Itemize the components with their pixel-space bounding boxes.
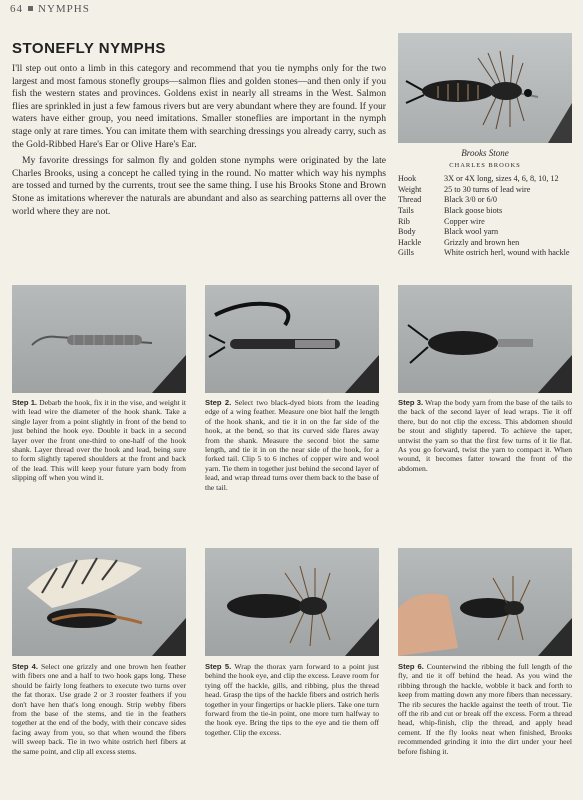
step-6-photo [398, 548, 572, 656]
recipe-value: 3X or 4X long, sizes 4, 6, 8, 10, 12 [444, 174, 559, 184]
page-number: 64 [10, 3, 23, 15]
step-4-text [12, 662, 186, 756]
recipe-row [398, 195, 572, 206]
recipe-value: White ostrich herl, wound with hackle [444, 248, 570, 258]
recipe-row [398, 185, 572, 196]
recipe-value: Grizzly and brown hen [444, 237, 520, 247]
recipe-row [398, 206, 572, 217]
section-name: NYMPHS [38, 3, 90, 15]
recipe-value: Copper wire [444, 216, 485, 226]
step-body: Counterwind the ribbing the full length of the fly, and tie it off behind the head. As you wind the ribbing through the hackle, wobble it back and forth to keep from matting down any more fibers than necessary. The rib secures the hackle against the teeth of trout. Tie off the rib and cut or break off the excess. Form a thread head, whip-finish, clip the thread, and apply head cement. If the fly looks neat when finished, Brooks recommended grinding it into the dirt under your heel before fishing it. [398, 662, 572, 756]
recipe-row [398, 227, 572, 238]
recipe-value: Black wool yarn [444, 227, 499, 237]
recipe-row [398, 217, 572, 228]
intro-paragraph-2: My favorite dressings for salmon fly and golden stone nymphs were originated by the late Charles Brooks, using a concept he called tying in the round. No matter which way his nymphs are tossed and turned by the currents, trout see the same thing. I use his Brooks Stone and Brown Stone as imitations wherever the naturals are abundant and also as searching patterns all over the world where they are not. [12, 155, 386, 217]
recipe-row [398, 238, 572, 249]
recipe-key: Thread [398, 195, 422, 205]
step-3-text [398, 398, 572, 473]
step-label: Step 1. [12, 398, 38, 407]
step-5-photo [205, 548, 379, 656]
recipe-key: Hackle [398, 237, 422, 247]
recipe-key: Gills [398, 248, 414, 258]
intro-text [12, 63, 386, 222]
recipe-value: Black 3/0 or 6/0 [444, 195, 497, 205]
step-body: Select one grizzly and one brown hen feather with fibers one and a half to two hook gaps long. These should be fairly long feathers to execute two turns over the fat thorax. Use grade 2 or 3 rooster feathers if you don't have hen that's long enough. Strip webby fibers from the base of the stems, and tie in the feathers together at the end of the body, with their concave sides facing away from you, so that when wound the fibers will sweep back. Tie in two white ostrich herl fibers at the same point, and clip all excess stems. [12, 662, 187, 756]
step-label: Step 4. [12, 662, 39, 671]
step-body: Wrap the body yarn from the base of the tails to the back of the second layer of lead wraps. Tie it off there, but do not clip the excess. This abdomen should be stout and slightly tapered. To achieve the taper, untwist the yarn so that the first few turns of it lie flat. As you go forward, twist the yarn to compact it. When wound, it becomes fatter toward the front of the abdomen. [398, 398, 572, 473]
step-2-photo [205, 285, 379, 393]
finishing-head-illustration [398, 548, 572, 656]
recipe-originator: CHARLES BROOKS [449, 161, 521, 169]
recipe-key: Body [398, 227, 416, 237]
step-5-text [205, 662, 379, 737]
step-2-text [205, 398, 379, 492]
recipe-key: Hook [398, 174, 417, 184]
recipe-key: Rib [398, 216, 410, 226]
tails-and-yarn-illustration [205, 285, 379, 393]
step-6-text [398, 662, 572, 756]
recipe-value: Black goose biots [444, 205, 503, 215]
step-label: Step 3. [398, 398, 424, 407]
recipe-row [398, 174, 572, 185]
fly-recipe [398, 148, 572, 259]
page-header [10, 3, 90, 15]
finished-fly-photo [398, 33, 572, 143]
recipe-key: Weight [398, 184, 422, 194]
hackle-feathers-illustration [12, 548, 186, 656]
step-label: Step 5. [205, 662, 232, 671]
recipe-row [398, 248, 572, 259]
step-label: Step 2. [205, 398, 232, 407]
brooks-stone-fly-illustration [398, 33, 572, 143]
step-body: Debarb the hook, fix it in the vise, and weight it with lead wire the diameter of the hook shank. Take a single layer from a point slightly in front of the bend to just behind the hook eye. Double it back in a second layer over the front one-third to one-half of the hook shank. Layer thread over the hook and lead, being sure to form slightly tapered shoulders at the front and back of the lead. This will keep your future yarn body from slipping off when you wind it. [12, 398, 186, 483]
step-body: Wrap the thorax yarn forward to a point just behind the hook eye, and clip the excess. Leave room for tying off the hackle, gills, and ribbing, plus the thread head. Grasp the tips of the hackle fibers and ostrich herls together in your fingertips or hackle pliers. Take one turn forward from the tie-in point, one more turn halfway to the hook eye. Bring the tips to the eye and tie them off together. Clip the excess. [205, 662, 380, 737]
square-bullet-icon [28, 6, 33, 11]
lead-wrapped-hook-illustration [12, 285, 186, 393]
recipe-key: Tails [398, 205, 414, 215]
intro-paragraph-1: I'll step out onto a limb in this category and recommend that you tie nymphs only for the two largest and most famous stonefly groups—salmon flies and golden stones—and then only if you fish the western states and provinces. Goldens exist in nearly all streams in the West. Salmon flies are sprinkled in just a few famous rivers but are very abundant where they are found. If your waters have either group, you need imitations. Smaller stoneflies are important in the nymph stage only at rare times. You can imitate them with searching dressings you already carry, such as the Gold-Ribbed Hare's Ear or Olive Hare's Ear. [12, 63, 386, 150]
step-body: Select two black-dyed biots from the leading edge of a wing feather. Measure one biot half the length of the hook shank, and tie it in on the far side of the hook, at the bend, so that its curved side flares away from the shank. Measure the second biot the same length, and tie it in on the near side of the hook, for a forked tail. Clip 5 to 6 inches of copper wire and wool yarn. Tie them in together just behind the second layer of lead, and wrap thread turns over them back to the base of the tail. [205, 398, 380, 492]
thorax-hackle-illustration [205, 548, 379, 656]
page-title: STONEFLY NYMPHS [12, 40, 166, 57]
recipe-title: Brooks Stone [461, 148, 509, 158]
step-label: Step 6. [398, 662, 424, 671]
recipe-value: 25 to 30 turns of lead wire [444, 184, 531, 194]
abdomen-wound-illustration [398, 285, 572, 393]
step-4-photo [12, 548, 186, 656]
step-1-photo [12, 285, 186, 393]
step-1-text [12, 398, 186, 483]
step-3-photo [398, 285, 572, 393]
